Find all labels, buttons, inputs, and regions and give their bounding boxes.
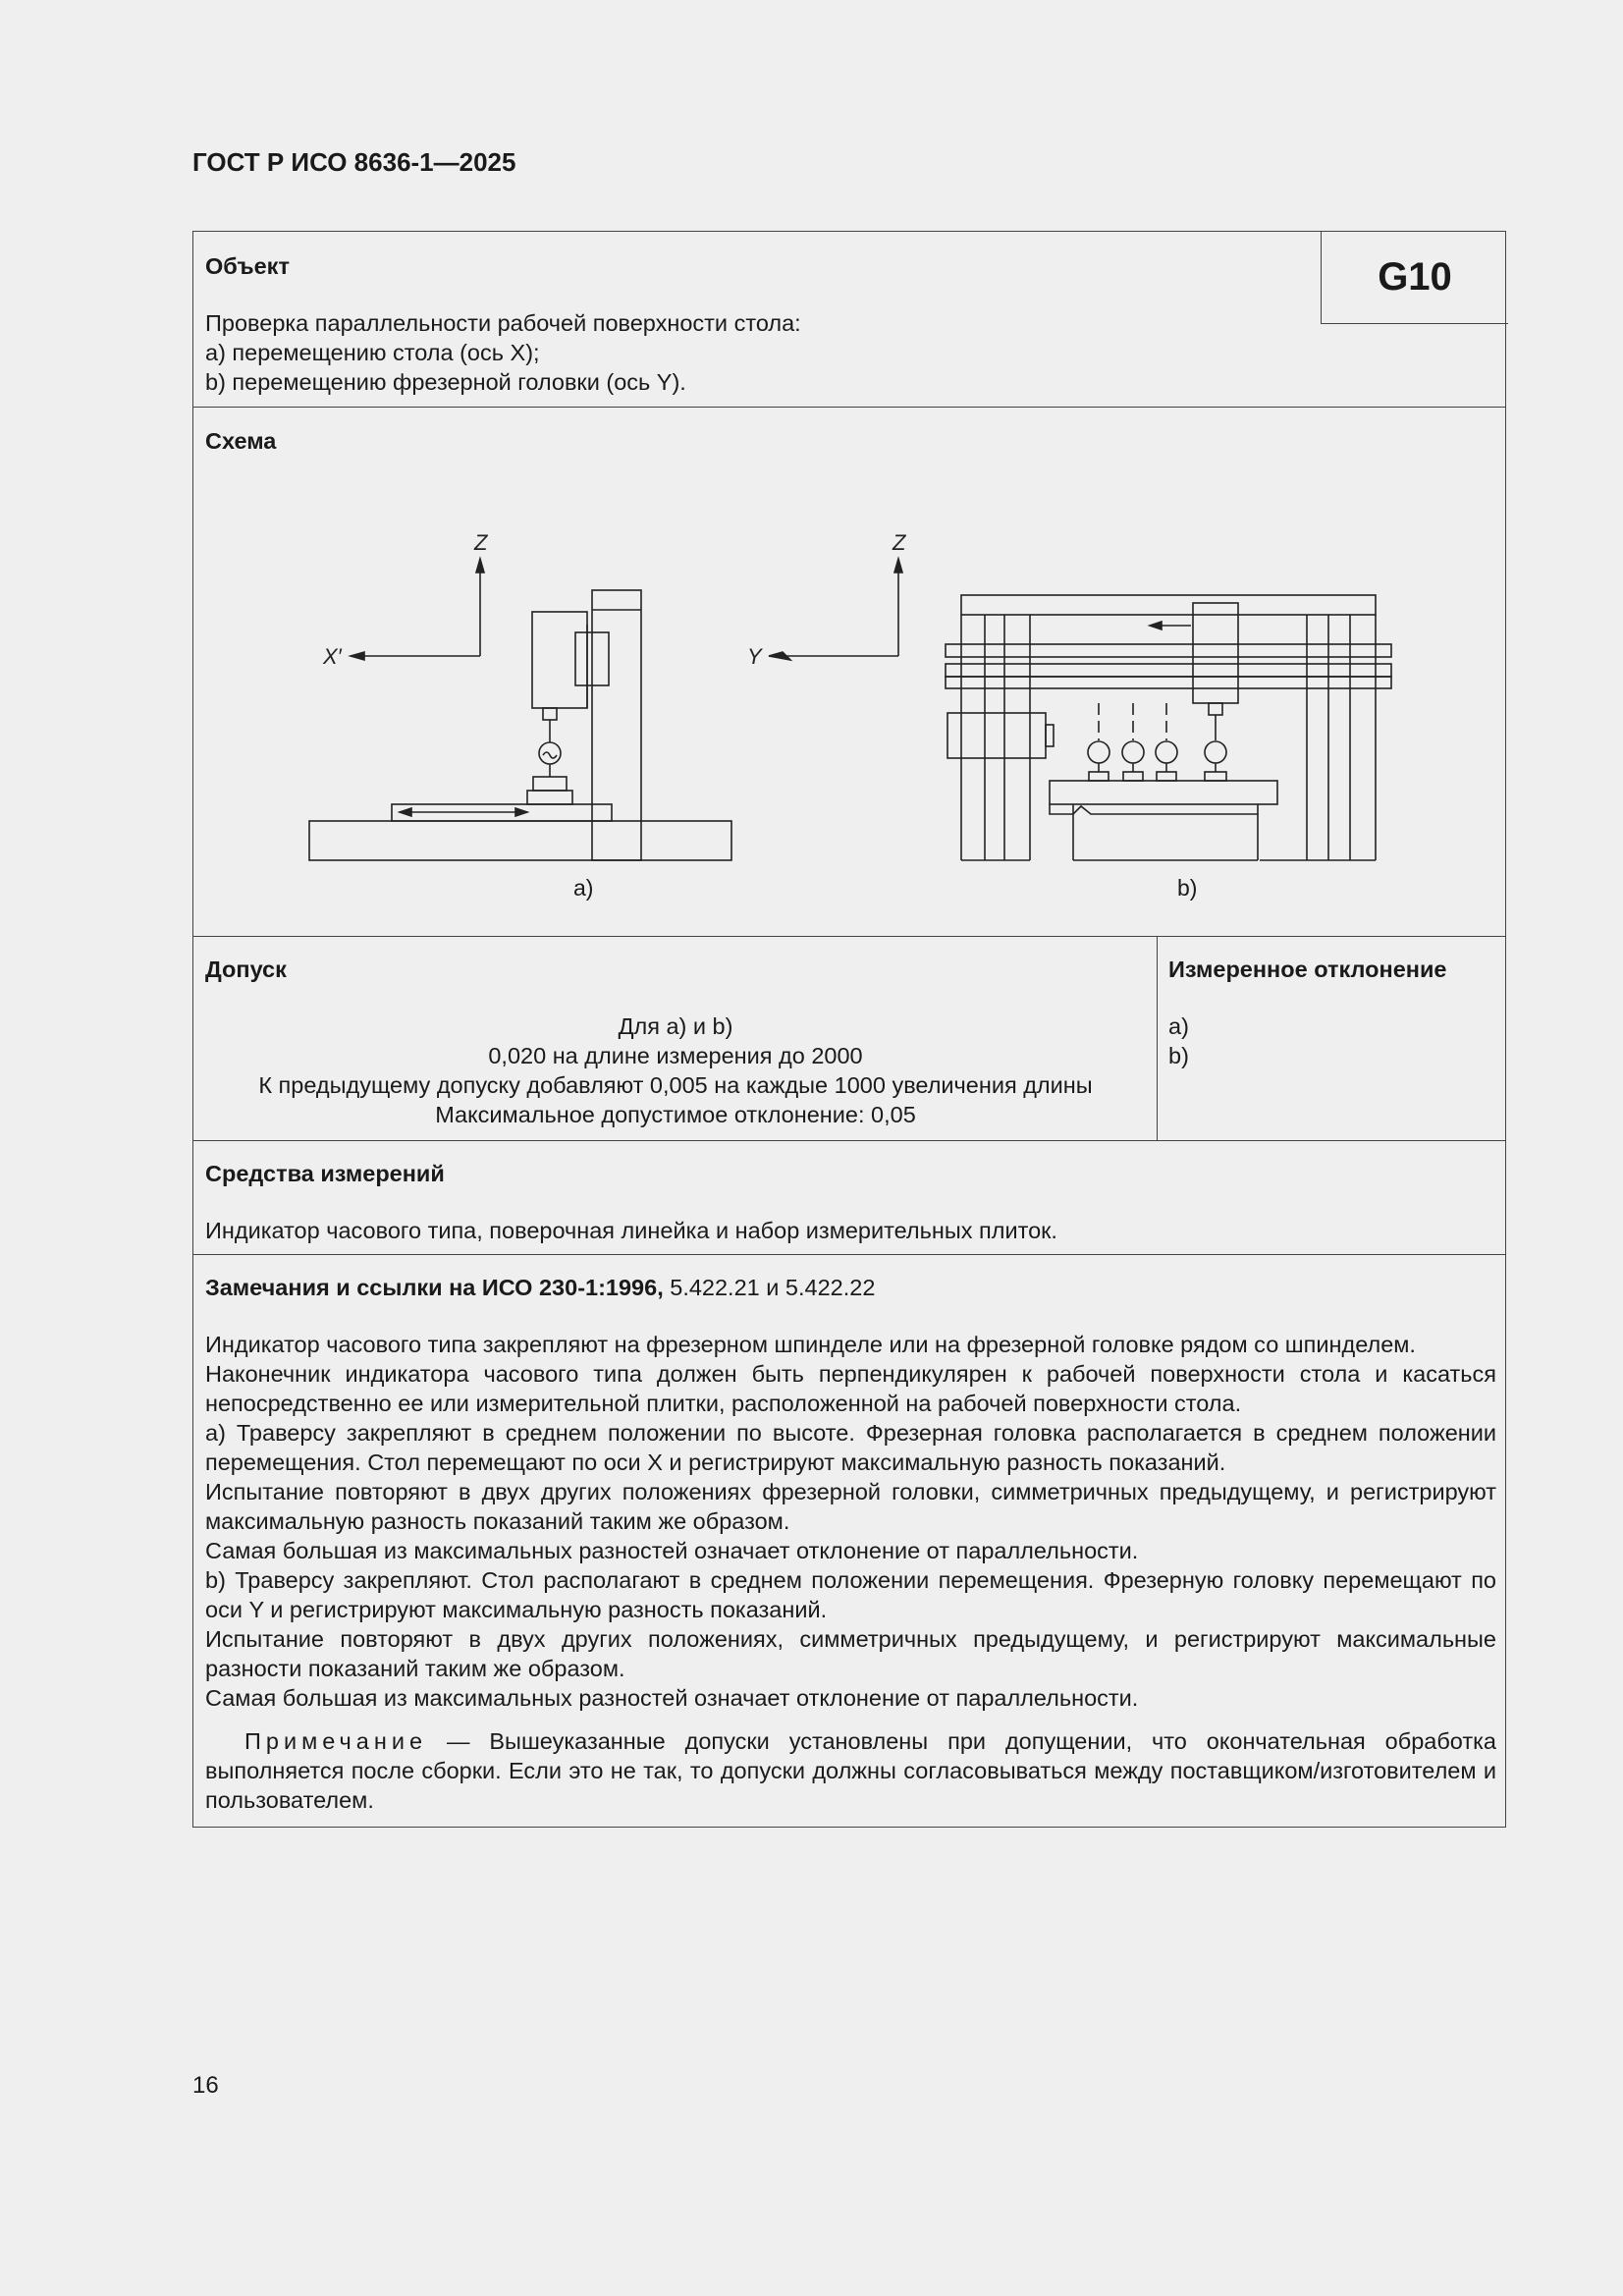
document-header: ГОСТ Р ИСО 8636-1—2025 (192, 147, 516, 177)
axis-z-label-b: Z (893, 530, 906, 555)
measured-line-b: b) (1168, 1043, 1189, 1068)
remarks-note (205, 1726, 1496, 1815)
remarks-heading (205, 1273, 875, 1302)
caption-b: b) (1177, 875, 1198, 901)
instruments-heading: Средства измерений (205, 1161, 445, 1186)
object-line-2: a) перемещению стола (ось X); (205, 340, 540, 365)
base-a (309, 821, 731, 860)
remarks-paragraph: a) Траверсу закрепляют в среднем положении по высоте. Фрезерная головка располагается в среднем положении перемещения. Стол перемещают по оси X и регистрируют максимальную разность показаний. (205, 1420, 1496, 1475)
axis-x-arrow-a (351, 652, 364, 660)
remarks-paragraph: Самая большая из максимальных разностей означает отклонение от параллельности. (205, 1685, 1139, 1711)
instruments-text: Индикатор часового типа, поверочная линейка и набор измерительных плиток. (205, 1218, 1057, 1243)
axis-y-label-b: Y (747, 644, 762, 669)
caption-a: a) (573, 875, 594, 901)
divider (193, 1140, 1505, 1141)
tolerance-line-4: Максимальное допустимое отклонение: 0,05 (435, 1102, 916, 1127)
axis-z-arrow-a (476, 559, 484, 573)
remarks-paragraph: b) Траверсу закрепляют. Стол располагают в среднем положении перемещения. Фрезерную головку перемещают по оси Y и регистрируют максимальную разность показаний. (205, 1567, 1496, 1622)
object-heading: Объект (205, 253, 290, 279)
tolerance-line-1: Для a) и b) (618, 1013, 733, 1039)
object-line-3: b) перемещению фрезерной головки (ось Y). (205, 369, 686, 395)
axis-z-arrow-b (894, 559, 902, 573)
object-line-1: Проверка параллельности рабочей поверхности стола: (205, 310, 801, 336)
axis-z-label-a: Z (474, 530, 488, 555)
test-code: G10 (1321, 231, 1508, 324)
measured-line-a: a) (1168, 1013, 1189, 1039)
test-sheet-table (192, 231, 1506, 1828)
indicator-b-2 (1122, 741, 1144, 763)
table-b (1050, 781, 1277, 804)
scheme-heading: Схема (205, 428, 277, 454)
top-beam-b (961, 595, 1376, 615)
tolerance-line-2: 0,020 на длине измерения до 2000 (488, 1043, 863, 1068)
remarks-paragraph: Испытание повторяют в двух других положениях, симметричных предыдущему, и регистрируют максимальные разности показаний таким же образом. (205, 1626, 1496, 1681)
remarks-paragraph: Испытание повторяют в двух других положениях фрезерной головки, симметричных предыдущему, и регистрируют максимальную разность показаний таким же образом. (205, 1479, 1496, 1534)
note-text: — Вышеуказанные допуски установлены при допущении, что окончательная обработка выполняется после сборки. Если это не так, то допуски должны согласовываться между поставщиком/изготовителем и пользователем. (205, 1728, 1496, 1813)
crossbeam-lower-b (946, 677, 1391, 688)
page-number: 16 (192, 2072, 219, 2099)
head-a (532, 612, 587, 708)
axis-x-label-a: X′ (323, 644, 342, 669)
remarks-heading-rest: 5.422.21 и 5.422.22 (663, 1275, 876, 1300)
remarks-paragraph: Наконечник индикатора часового типа должен быть перпендикулярен к рабочей поверхности стола и касаться непосредственно ее или измерительной плитки, расположенной на рабочей поверхности стола. (205, 1361, 1496, 1416)
note-label: Примечание (244, 1728, 428, 1754)
indicator-a (539, 742, 561, 764)
divider (193, 936, 1505, 937)
axis-y-arrow-b (769, 652, 790, 660)
indicator-b-3 (1156, 741, 1177, 763)
measured-heading: Измеренное отклонение (1168, 957, 1447, 982)
indicator-b-1 (1088, 741, 1109, 763)
divider (193, 407, 1505, 408)
remarks-body (205, 1330, 1496, 1815)
divider (193, 1254, 1505, 1255)
tolerance-line-3: К предыдущему допуску добавляют 0,005 на каждые 1000 увеличения длины (258, 1072, 1093, 1098)
column-a (592, 590, 641, 860)
crossbeam-upper-b (946, 644, 1391, 657)
remarks-paragraph: Самая большая из максимальных разностей означает отклонение от параллельности. (205, 1538, 1139, 1563)
motor-b (947, 713, 1046, 758)
remarks-heading-bold: Замечания и ссылки на ИСО 230-1:1996, (205, 1275, 664, 1300)
tolerance-heading: Допуск (205, 957, 287, 982)
remarks-paragraph: Индикатор часового типа закрепляют на фрезерном шпинделе или на фрезерной головке рядом со шпинделем. (205, 1332, 1416, 1357)
